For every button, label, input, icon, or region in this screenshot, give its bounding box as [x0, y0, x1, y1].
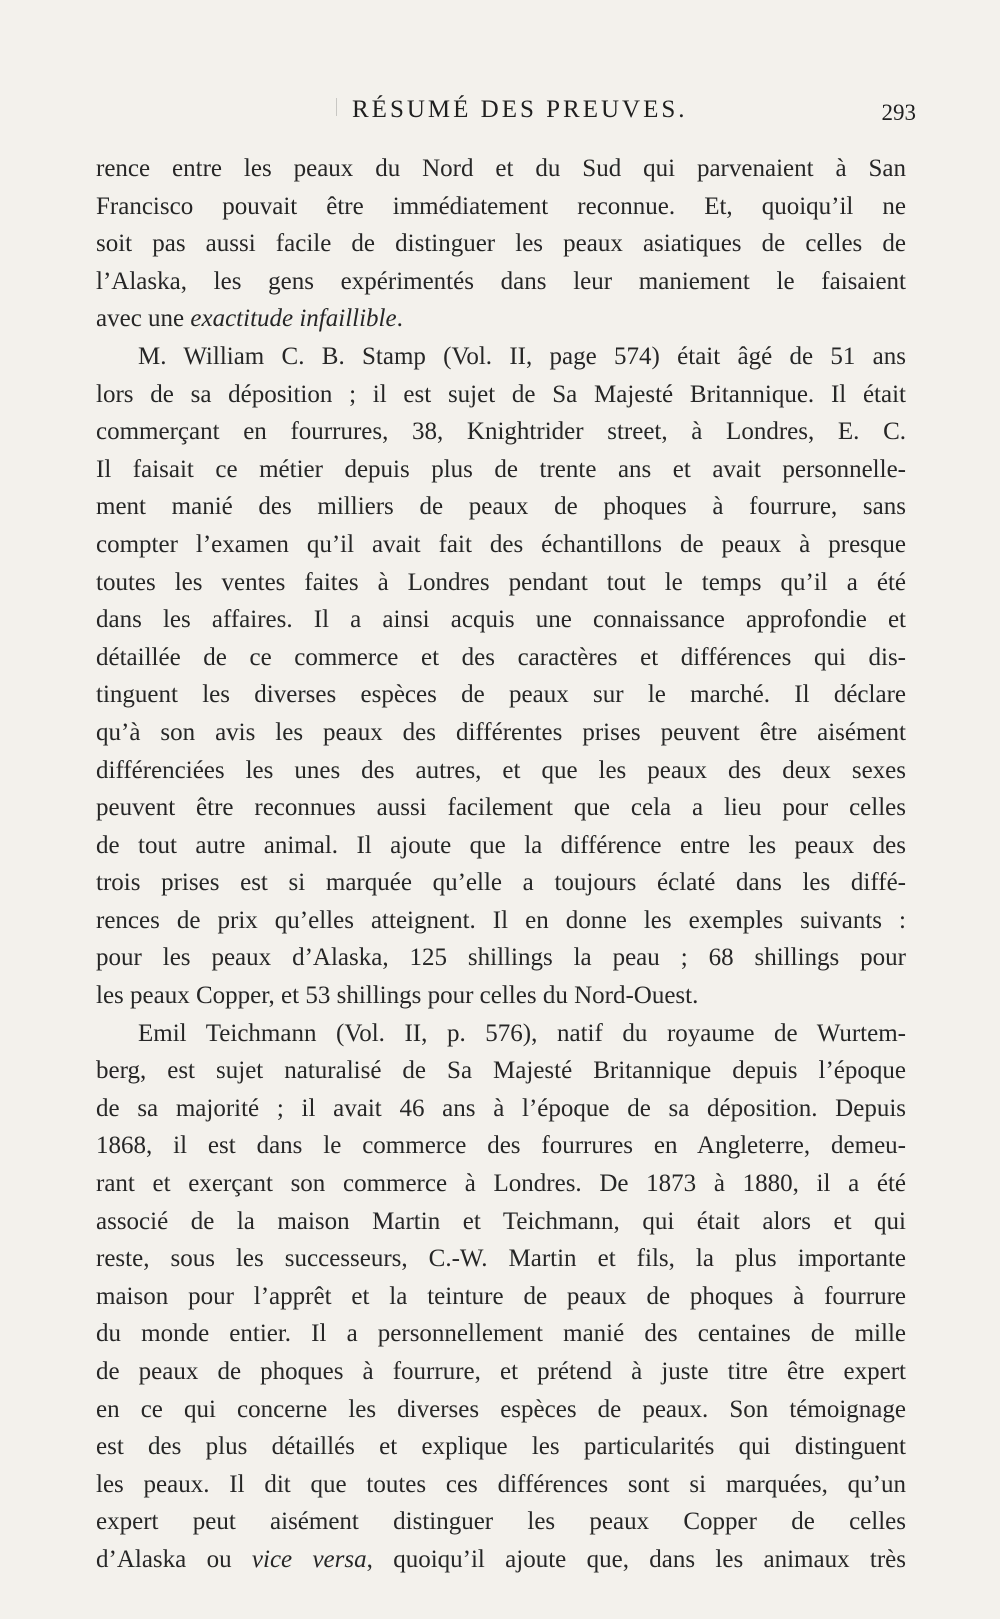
text-line-14: détaillée de ce commerce et des caractères et différences qui dis-	[96, 643, 906, 671]
text-line-21: rences de prix qu’elles atteignent. Il en donne les exemples suivants :	[96, 906, 906, 934]
text-line-25: berg, est sujet naturalisé de Sa Majesté Britannique depuis l’époque	[96, 1057, 906, 1085]
text-line-32: du monde entier. Il a personnellement manié des centaines de mille	[96, 1320, 906, 1348]
text-line-34: en ce qui concerne les diverses espèces de peaux. Son témoignage	[96, 1395, 906, 1423]
italic-phrase-vice-versa: vice versa	[251, 1545, 367, 1573]
text-line-01: rence entre les peaux du Nord et du Sud qui parvenaient à San	[96, 155, 906, 182]
text-line-38-suffix: , quoiqu’il ajoute que, dans les animaux très	[366, 1545, 907, 1573]
text-line-12: toutes les ventes faites à Londres pendant tout le temps qu’il a été	[96, 568, 906, 596]
text-line-37: expert peut aisément distinguer les peaux Copper de celles	[96, 1508, 906, 1536]
text-line-05-prefix: avec une	[96, 305, 191, 333]
text-line-31: maison pour l’apprêt et la teinture de peaux de phoques à fourrure	[96, 1282, 906, 1310]
text-line-17: différenciées les unes des autres, et que les peaux des deux sexes	[96, 756, 906, 784]
text-line-30: reste, sous les successeurs, C.-W. Martin et fils, la plus importante	[96, 1245, 906, 1273]
text-line-02: Francisco pouvait être immédiatement reconnue. Et, quoiqu’il ne	[96, 192, 906, 220]
text-line-36: les peaux. Il dit que toutes ces différences sont si marquées, qu’un	[96, 1470, 906, 1498]
text-line-03: soit pas aussi facile de distinguer les peaux asiatiques de celles de	[96, 230, 906, 258]
text-line-13: dans les affaires. Il a ainsi acquis une connaissance approfondie et	[96, 606, 906, 634]
text-line-33: de peaux de phoques à fourrure, et prétend à juste titre être expert	[96, 1358, 906, 1385]
text-line-11: compter l’examen qu’il avait fait des échantillons de peaux à presque	[96, 530, 906, 558]
text-line-04: l’Alaska, les gens expérimentés dans leur maniement le faisaient	[96, 267, 906, 295]
text-line-38	[96, 1541, 906, 1579]
text-line-24: Emil Teichmann (Vol. II, p. 576), natif du royaume de Wurtem-	[138, 1019, 906, 1047]
body-text	[96, 150, 906, 1579]
text-line-20: trois prises est si marquée qu’elle a toujours éclaté dans les diffé-	[96, 869, 906, 897]
scan-mark	[336, 98, 337, 116]
page-header	[0, 96, 1000, 136]
text-line-09: Il faisait ce métier depuis plus de trente ans et avait personnelle-	[96, 455, 906, 483]
text-line-18: peuvent être reconnues aussi facilement que cela a lieu pour celles	[96, 794, 906, 822]
text-line-10: ment manié des milliers de peaux de phoques à fourrure, sans	[96, 493, 906, 521]
page-number: 293	[881, 100, 916, 125]
text-line-38-prefix: d’Alaska ou	[96, 1545, 252, 1573]
text-line-26: de sa majorité ; il avait 46 ans à l’époque de sa déposition. Depuis	[96, 1094, 906, 1122]
text-line-08: commerçant en fourrures, 38, Knightrider street, à Londres, E. C.	[96, 418, 906, 446]
text-line-29: associé de la maison Martin et Teichmann, qui était alors et qui	[96, 1207, 906, 1235]
text-line-19: de tout autre animal. Il ajoute que la différence entre les peaux des	[96, 831, 906, 859]
running-head: RÉSUMÉ DES PREUVES.	[352, 96, 688, 123]
text-line-05	[96, 300, 906, 338]
text-line-05-suffix: .	[396, 305, 403, 333]
text-line-27: 1868, il est dans le commerce des fourrures en Angleterre, demeu-	[96, 1132, 906, 1160]
text-line-07: lors de sa déposition ; il est sujet de Sa Majesté Britannique. Il était	[96, 380, 906, 408]
text-line-28: rant et exerçant son commerce à Londres. De 1873 à 1880, il a été	[96, 1170, 906, 1198]
italic-phrase-exactitude-infaillible: exactitude infaillible	[190, 305, 397, 333]
text-line-23: les peaux Copper, et 53 shillings pour celles du Nord-Ouest.	[96, 982, 699, 1010]
text-line-06: M. William C. B. Stamp (Vol. II, page 574) était âgé de 51 ans	[138, 342, 906, 370]
text-line-22: pour les peaux d’Alaska, 125 shillings la peau ; 68 shillings pour	[96, 944, 906, 972]
text-line-15: tinguent les diverses espèces de peaux sur le marché. Il déclare	[96, 681, 906, 709]
text-line-35: est des plus détaillés et explique les particularités qui distinguent	[96, 1433, 906, 1461]
text-line-16: qu’à son avis les peaux des différentes prises peuvent être aisément	[96, 718, 906, 746]
